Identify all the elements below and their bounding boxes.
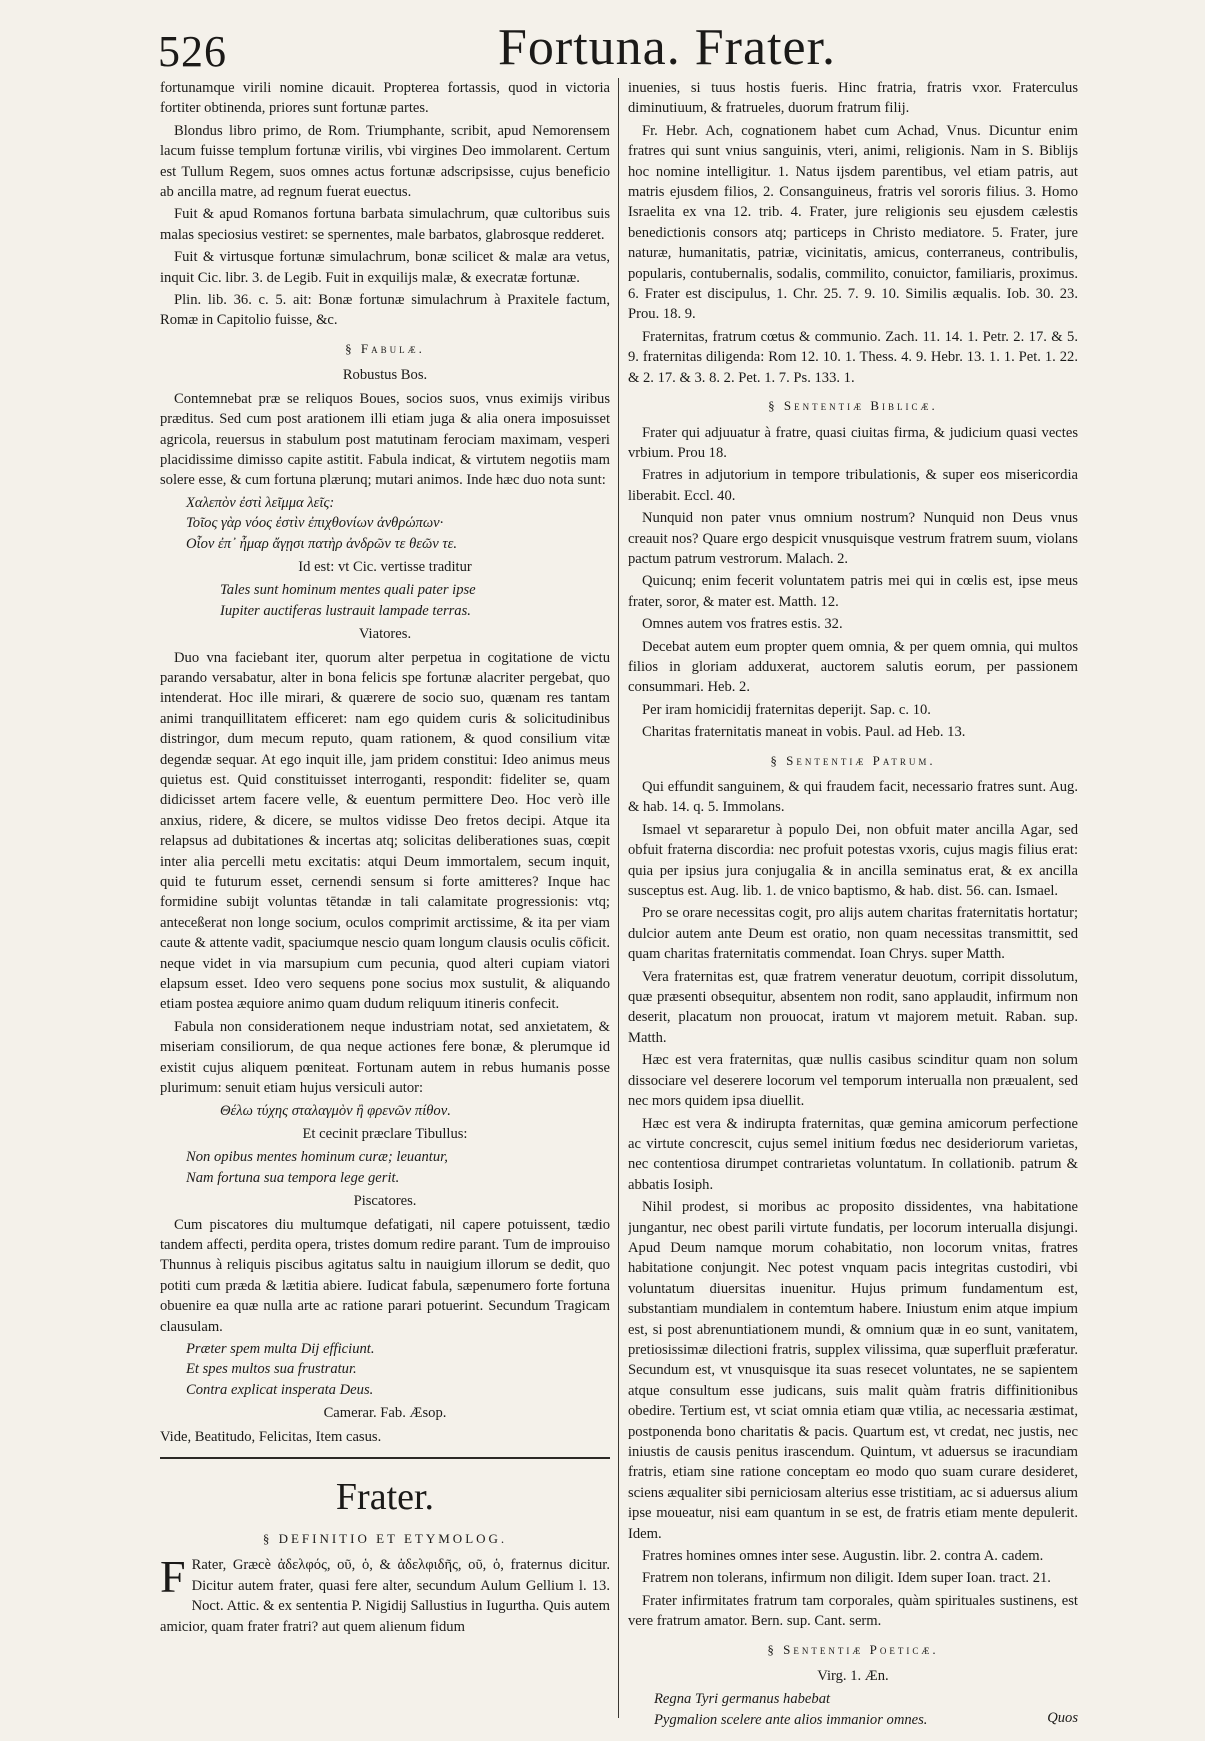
latin-verse: Præter spem multa Dij efficiunt. bbox=[186, 1340, 375, 1357]
latin-verse: Et spes multos sua frustratur. bbox=[186, 1361, 357, 1378]
greek-verse: Χαλεπὸν ἐστὶ λεῖμμα λεῖς: bbox=[186, 494, 335, 511]
paragraph: Blondus libro primo, de Rom. Triumphante, scribit, apud Nemorensem lacum fuisse templum fortunæ virilis, vbi virgines Deo immolarent. Certum est Tullum Regem, suos omnes actus fortunæ adscripsisse, cujus beneficio ab ancilla matre, ad regnum fuerat euectus. bbox=[160, 122, 610, 201]
paragraph: Hæc est vera fraternitas, quæ nullis casibus scinditur quam non solum dissociare vel deserere locorum vel temporum interualla non præualent, sed nec mors quidem ipsa diuellit. bbox=[628, 1052, 1078, 1110]
paragraph: Plin. lib. 36. c. 5. ait: Bonæ fortunæ simulachrum à Praxitele factum, Romæ in Capitolio fuisse, &c. bbox=[160, 292, 610, 329]
entry-heading-frater: Frater. bbox=[335, 1476, 435, 1518]
paragraph: Frater infirmitates fratrum tam corporales, quàm spirituales sustinens, est vere fratrum amator. Bern. sup. Cant. serm. bbox=[628, 1592, 1078, 1630]
paragraph: Fratrem non tolerans, infirmum non diligit. Idem super Ioan. tract. 21. bbox=[642, 1570, 1051, 1587]
left-column bbox=[160, 78, 610, 1728]
greek-verse: Τοῖος γὰρ νόος ἐστὶν ἐπιχθονίων ἀνθρώπων· bbox=[186, 515, 444, 532]
section-divider bbox=[160, 1457, 610, 1459]
paragraph: Hæc est vera & indirupta fraternitas, quæ gemina amicorum perfectione ac virtute concrescit, cujus semel initium fœdus nec desideriorum varietas, nec contentiosa dirumpet contrarietas voluntatum. In collationib. patrum & abbatis Iosiph. bbox=[628, 1115, 1078, 1193]
section-heading-biblicae: § Sententiæ Biblicæ. bbox=[768, 398, 938, 414]
drop-cap: F bbox=[160, 1551, 186, 1603]
paragraph: Fratres in adjutorium in tempore tribulationis, & super eos misericordia liberabit. Eccl. 40. bbox=[628, 467, 1078, 504]
section-heading-poeticae: § Sententiæ Poeticæ. bbox=[767, 1641, 939, 1657]
right-column bbox=[628, 78, 1078, 1728]
page-header bbox=[0, 18, 1205, 78]
section-heading-fabulae: § Fabulæ. bbox=[345, 340, 425, 356]
tibullus-intro: Et cecinit præclare Tibullus: bbox=[302, 1125, 468, 1142]
fable-title: Robustus Bos. bbox=[342, 367, 428, 384]
id-est-line: Id est: vt Cic. vertisse traditur bbox=[298, 558, 472, 575]
paragraph-text: Rater, Græcè ἀδελφός, οῦ, ὁ, & ἀδελφιδῆς, οῦ, ὁ, fraternus dicitur. Dicitur autem frater, quasi fere alter, secundum Aulum Gellium l. 13. Noct. Attic. & ex sententia P. Nigidij Sallustius in Iugurtha. Quis autem amicior, quam frater fratri? aut quem alienum fidum bbox=[160, 1557, 610, 1635]
latin-verse: Regna Tyri germanus habebat bbox=[654, 1691, 831, 1708]
citation: Virg. 1. Æn. bbox=[817, 1668, 889, 1685]
paragraph: Nunquid non pater vnus omnium nostrum? Nunquid non Deus vnus creauit nos? Quare ergo despicit vnusquisque vestrum fratrem suum, violans pactum patrum vestrorum. Malach. 2. bbox=[628, 510, 1078, 567]
paragraph: Omnes autem vos fratres estis. 32. bbox=[642, 616, 843, 633]
running-title: Fortuna. Frater. bbox=[498, 19, 837, 76]
fable-title: Piscatores. bbox=[353, 1193, 417, 1210]
paragraph: Qui effundit sanguinem, & qui fraudem facit, necessario fratres sunt. Aug. & hab. 14. q. 5. Immolans. bbox=[628, 779, 1078, 816]
paragraph: Fr. Hebr. Ach, cognationem habet cum Achad, Vnus. Dicuntur enim fratres qui sunt vnius sanguinis, vteri, animi, religionis. Nam in S. Biblijs hoc nomine intelligitur. 1. Natus ijsdem parentibus, vel etiam patris, aut matris ejusdem filios, 2. Consanguineus, fratris vel sororis filius. 3. Homo Israelita ex vna 12. trib. 4. Frater, jure religionis seu ejusdem cælestis benedictionis consors atq; particeps in Christo mediatore. 5. Frater, jure naturæ, humanitatis, patriæ, vicinitatis, amicus, conterraneus, contribulis, popularis, contubernalis, sodalis, commilito, conuictor, familiaris, proximus. 6. Frater est discipulus, 1. Chr. 25. 7. 9. 10. Similis æqualis. Iob. 30. 23. Prou. 18. 9. bbox=[628, 122, 1078, 323]
paragraph: Fraternitas, fratrum cœtus & communio. Zach. 11. 14. 1. Petr. 2. 17. & 5. 9. fraternitas diligenda: Rom 12. 10. 1. Thess. 4. 9. Hebr. 13. 1. 1. Pet. 1. 22. & 2. 17. & 3. 8. 2. Pet. 1. 7. Ps. 133. 1. bbox=[628, 328, 1078, 386]
section-heading-patrum: § Sententiæ Patrum. bbox=[770, 752, 936, 768]
paragraph: Fuit & virtusque fortunæ simulachrum, bonæ scilicet & malæ ara vetus, inquit Cic. libr. 3. de Legib. Fuit in exquilijs malæ, & execratæ fortunæ. bbox=[160, 249, 610, 286]
fable-title: Viatores. bbox=[358, 626, 412, 643]
column-rule bbox=[618, 78, 619, 1718]
greek-verse: Οἷον ἐπ᾽ ἦμαρ ἄγῃσι πατὴρ ἀνδρῶν τε θεῶν τε. bbox=[186, 535, 458, 552]
cross-reference: Vide, Beatitudo, Felicitas, Item casus. bbox=[160, 1428, 382, 1445]
section-heading-definitio: § DEFINITIO ET ETYMOLOG. bbox=[262, 1531, 508, 1546]
latin-verse: Non opibus mentes hominum curæ; leuantur, bbox=[186, 1149, 448, 1166]
greek-verse: Θέλω τύχης σταλαγμὸν ἢ φρενῶν πίθον. bbox=[220, 1102, 451, 1119]
paragraph: Fabula non considerationem neque industriam notat, sed anxietatem, & miseriam consiliorum, de qua neque actiones fere bonæ, & plerumque id existit cujus aliquem pœniteat. Fortunam autem in rebus humanis posse plurimum: senuit etiam hujus versiculi autor: bbox=[160, 1018, 610, 1097]
paragraph: Cum piscatores diu multumque defatigati, nil capere potuissent, tædio tandem affecti, perdita opera, tristes domum redire parant. Tum de improuiso Thunnus à reliquis piscibus agitatus saltu in nauigium illorum se dedit, quo potiti cum præda & lætitia abiere. Iudicat fabula, sæpenumero forte fortuna obuenire ea quæ nulla arte ac ratione parari potuerint. Secundum Tragicam clausulam. bbox=[160, 1216, 610, 1335]
paragraph: Ismael vt separaretur à populo Dei, non obfuit mater ancilla Agar, sed obfuit fraterna discordia: nec profuit potestas vxoris, cujus magis filius erat: quia per ipsius jura conjugalia & in ancilla seminatus erat, & ex ancilla susceptus est. Aug. lib. 1. de vnico baptismo, & hab. dist. 56. can. Ismael. bbox=[628, 821, 1078, 900]
page-number: 526 bbox=[158, 27, 227, 76]
paragraph: Per iram homicidij fraternitas deperijt. Sap. c. 10. bbox=[642, 701, 931, 718]
latin-verse: Pygmalion scelere ante alios immanior omnes. bbox=[654, 1711, 928, 1728]
paragraph: Fuit & apud Romanos fortuna barbata simulachrum, quæ cultoribus suis malas speciosius vestiret: se spernentes, male barbatos, glabrosque redderet. bbox=[160, 206, 610, 243]
paragraph: Quicunq; enim fecerit voluntatem patris mei qui in cœlis est, ipse meus frater, soror, & mater est. Matth. 12. bbox=[628, 573, 1078, 610]
paragraph: Charitas fraternitatis maneat in vobis. Paul. ad Heb. 13. bbox=[642, 724, 966, 741]
latin-verse: Contra explicat insperata Deus. bbox=[186, 1381, 374, 1398]
latin-verse: Tales sunt hominum mentes quali pater ipse bbox=[220, 582, 476, 599]
citation: Camerar. Fab. Æsop. bbox=[323, 1405, 447, 1422]
paragraph: Fratres homines omnes inter sese. Augustin. libr. 2. contra A. cadem. bbox=[642, 1548, 1044, 1565]
paragraph: Duo vna faciebant iter, quorum alter perpetua in cogitatione de victu parando versabatur, alter in bona felicis spe fortunæ alacriter pergebat, quo intenderat. Hoc ille mirari, & quærere de socio suo, quænam res tantam animi tranquillitatem efficeret: nam ego quidem curis & solicitudinibus distringor, dum mecum reputo, quam rationem, & quod consilium vitæ degendæ sequar. At ego inquit ille, jam pridem constitui: Ideo animus meus quietus est. Quid constituisset interroganti, respondit: fideliter se, quam didicisset artem facere velle, & euentum permittere Deo. Hoc verò ille anxius, ridere, & dicere, se multos vidisse Deo fretos decipi. Atque ita relapsus ad dubitationes & incertas atq; solicitas deliberationes suas, cœpit inter alia percelli metu excitatis: atqui Deum immortalem, secum inquit, quid te futurum esset, cernendi sensum si forte amitteres? Inque hac formidine subijt voluntas tētandæ in tali calamitate progressionis: vtq; anteceßerat non longe socium, oculos comprimit arctissime, & ita per viam caute & attente vadit, spaciumque nescio quam longum clausis oculis cōficit. neque videt in via marsupium cum pecunia, quod alteri cupiam viatori elapsum esset. Ideo vero sequens pone socius mox sustulit, & aliquando etiam postea æquiore animo quam dudum reliquum itineris confecit. bbox=[160, 649, 610, 1013]
latin-verse: Nam fortuna sua tempora lege gerit. bbox=[186, 1169, 400, 1186]
paragraph: Nihil prodest, si moribus ac proposito dissidentes, vna habitatione jungantur, nec obest parili virtute fundatis, per locorum interualla disjungi. Apud Deum namque morum cohabitatio, non locorum vnitas, fratres habitatione conjungit. Nec potest vnquam pacis integritas custodiri, vbi voluntatum diuersitas inuenitur. Hujus primum fundamentum est, substantiam mundialem in contemtum habere. Iniustum enim atque impium est, si post abrenuntiationem mundi, & omnium quæ in eo sunt, vanitatem, pretiosissimæ dilectioni fratris, supplex vilissima, quæ superfluit præferatur. Secundum est, vt vnusquisque ita suas resecet voluntates, ne se sapientem atque consultum esse judicans, suis malit quàm fratris diffinitionibus obedire. Tertium est, vt sciat omnia etiam quæ vtilia, ac necessaria æstimat, postponenda bono charitatis & pacis. Quartum est, vt credat, nec justis, nec iniustis de causis penitus irascendum. Quintum, vt aduersus se iracundiam fratris, etiam sine ratione conceptam eo modo quo suam curare desideret, sciens æqualiter sibi perniciosam alterius esse tristitiam, ac si aduersus alium ipse moueatur, nisi eam quantum in se est, de fratris etiam mente depulerit. Idem. bbox=[628, 1199, 1078, 1542]
paragraph: fortunamque virili nomine dicauit. Propterea fortassis, quod in victoria fortiter obtinenda, priores sunt fortunæ partes. bbox=[160, 80, 610, 117]
paragraph: Decebat autem eum propter quem omnia, & per quem omnia, qui multos filios in gloriam adduxerat, auctorem salutis eorum, per passionem consummari. Heb. 2. bbox=[628, 638, 1078, 696]
paragraph: Pro se orare necessitas cogit, pro alijs autem charitas fraternitatis hortatur; dulcior autem ante Deum est oratio, non quam necessitas transmittit, sed quam charitas fraternitatis commendat. Ioan Chrys. super Matth. bbox=[628, 905, 1078, 963]
paragraph: Frater qui adjuuatur à fratre, quasi ciuitas firma, & judicium quasi vectes vrbium. Prou 18. bbox=[628, 424, 1078, 461]
catchword: Quos bbox=[1047, 1709, 1078, 1726]
latin-verse: Iupiter auctiferas lustrauit lampade terras. bbox=[220, 602, 471, 619]
paragraph bbox=[160, 1551, 610, 1637]
paragraph: Vera fraternitas est, quæ fratrem veneratur deuotum, corripit dissolutum, quæ præsenti obsequitur, absentem non rodit, sano applaudit, infirmum non deserit, placatum non prouocat, iratum vt majorem metuit. Raban. sup. Matth. bbox=[628, 968, 1078, 1046]
paragraph: inuenies, si tuus hostis fueris. Hinc fratria, fratris vxor. Fraterculus diminutiuum, & fratrueles, duorum fratrum filij. bbox=[628, 80, 1078, 117]
paragraph: Contemnebat præ se reliquos Boues, socios suos, vnus eximijs viribus præditus. Sed cum post arationem illi etiam juga & alia onera imposuisset agricola, reuersus in stabulum post matutinam ferociam maximam, vesperi placidissime dimisso capite astitit. Fabula indicat, & virtutem negotiis mam solere esse, & cum fortuna plærunq; mutari animos. Inde hæc duo nota sunt: bbox=[160, 390, 610, 489]
